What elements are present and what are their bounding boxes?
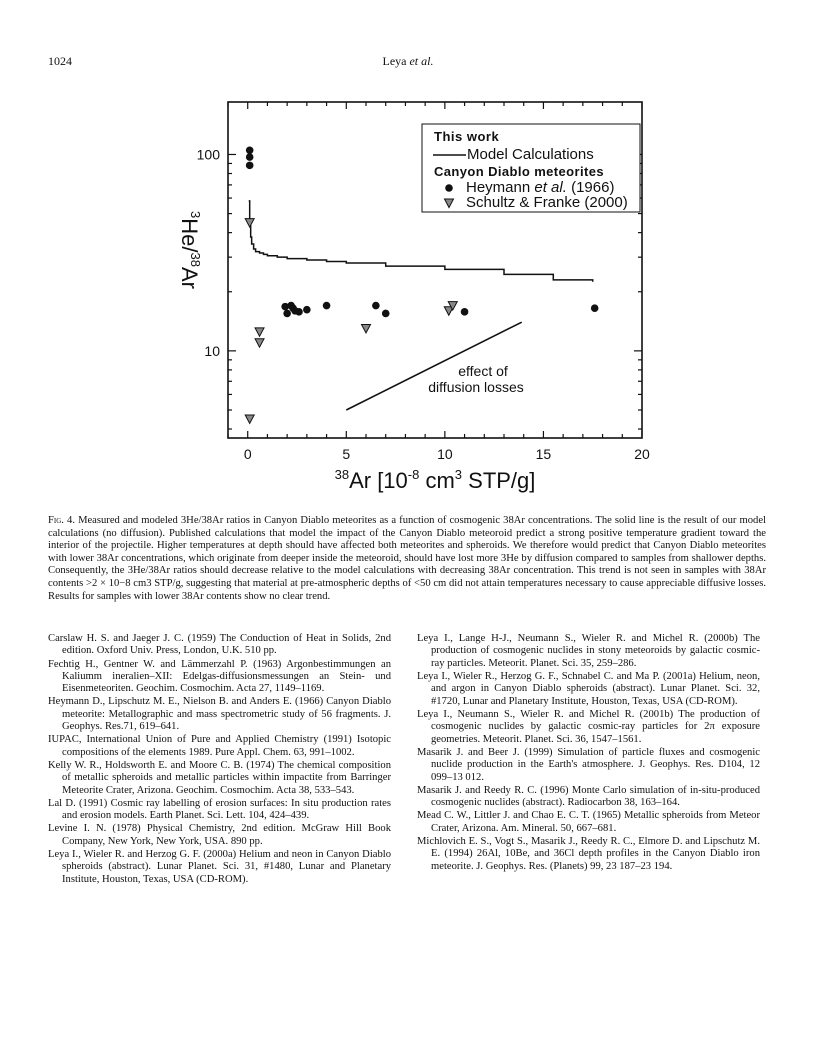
model-calculation-line: [249, 201, 593, 282]
reference-item: Carslaw H. S. and Jaeger J. C. (1959) The Conduction of Heat in Solids, 2nd edition. Oxford Univ. Press, London, U.K. 510 pp.: [48, 633, 391, 657]
heymann-data-point: [591, 304, 599, 312]
reference-item: Leya I., Wieler R., Herzog G. F., Schnabel C. and Ma P. (2001a) Helium, neon, and argon in Canyon Diablo spheroids (abstract). Lunar Planet. Sci. 32, #1720, Lunar and Planetary Institute, Houston, Texas, USA (CD-ROM).: [417, 670, 760, 707]
reference-item: Kelly W. R., Holdsworth E. and Moore C. B. (1974) The chemical composition of metallic spheroids and metallic particles within impactite from Barringer Meteorite Crater, Arizona. Geochim. Cosmochim. Acta 38, 533–543.: [48, 759, 391, 796]
heymann-data-point: [382, 310, 390, 318]
x-tick-label: 0: [243, 446, 252, 462]
caption-label: Fig. 4.: [48, 515, 75, 526]
schultz-franke-data-point: [255, 328, 264, 337]
references-left-column: [48, 633, 391, 887]
running-title: Leya et al.: [382, 54, 434, 68]
reference-item: Mead C. W., Littler J. and Chao E. C. T. (1965) Metallic spheroids from Meteor Crater, Arizona. Am. Mineral. 50, 667–681.: [417, 810, 760, 834]
heymann-data-point: [246, 153, 254, 161]
schultz-franke-data-point: [245, 219, 254, 228]
annotation-text: effect of: [458, 363, 508, 379]
legend-header: This work: [434, 129, 500, 144]
legend-header: Canyon Diablo meteorites: [434, 164, 604, 179]
annotation-text: diffusion losses: [428, 379, 524, 395]
reference-item: Fechtig H., Gentner W. and Lämmerzahl P. (1963) Argonbestimmungen an Kaliumm ineralien–XII: Edelgas-diffusionsmessungen an Stein- und Eisenmeteoriten. Geochim. Cosmochim. Acta 27, 1149–1169.: [48, 658, 391, 695]
x-tick-label: 20: [634, 446, 650, 462]
heymann-data-point: [246, 147, 254, 155]
reference-item: Levine I. N. (1978) Physical Chemistry, 2nd edition. McGraw Hill Book Company, New York, New York, USA. 890 pp.: [48, 823, 391, 847]
reference-item: Lal D. (1991) Cosmic ray labelling of erosion surfaces: In situ production rates and erosion models. Earth Planet. Sci. Lett. 104, 424–439.: [48, 797, 391, 822]
heymann-data-point: [246, 162, 254, 170]
heymann-data-point: [461, 308, 469, 316]
reference-item: Heymann D., Lipschutz M. E., Nielson B. and Anders E. (1966) Canyon Diablo meteorite: Metallographic and mass spectrometric study of 56 fragments. J. Geophys. Res.71, 619–641.: [48, 696, 391, 733]
x-axis-label: $^{38}$Ar [$10^{-8}$ $cm^3$ STP/g]: [334, 467, 536, 493]
y-axis-label: $^3$He/$^{38}$Ar: [177, 211, 203, 289]
reference-item: Leya I., Neumann S., Wieler R. and Michel R. (2001b) The production of cosmogenic nuclides by galactic cosmic-ray particles for 2π exposure geometries. Meteorit. Planet. Sci. 36, 1547–1561.: [417, 708, 760, 745]
reference-item: Michlovich E. S., Vogt S., Masarik J., Reedy R. C., Elmore D. and Lipschutz M. E. (1994) 26Al, 10Be, and 36Cl depth profiles in the Canyon Diablo iron meteorite. J. Geophys. Res. (Planets) 99, 23 187–23 194.: [417, 835, 760, 872]
y-tick-label: 100: [196, 146, 220, 163]
x-tick-label: 10: [437, 446, 453, 462]
legend-label: Model Calculations: [467, 146, 594, 163]
legend-label: Schultz & Franke (2000): [466, 194, 628, 211]
heymann-data-point: [295, 308, 303, 316]
reference-item: Masarik J. and Beer J. (1999) Simulation of particle fluxes and cosmogenic nuclide production in the Earth's atmosphere. J. Geophys. Res. D104, 12 099–13 012.: [417, 746, 760, 783]
heymann-data-point: [372, 302, 380, 310]
schultz-franke-data-point: [255, 339, 264, 348]
schultz-franke-data-point: [362, 324, 371, 333]
y-tick-label: 10: [204, 342, 220, 359]
figure-caption: [48, 515, 766, 603]
legend-label: Heymann et al. (1966): [466, 179, 615, 196]
legend-circle-swatch: [445, 184, 453, 192]
reference-item: Leya I., Wieler R. and Herzog G. F. (2000a) Helium and neon in Canyon Diablo spheroids (abstract). Lunar Planet. Sci. 31, #1480, Lunar and Planetary Institute, Houston, Texas, USA (CD-ROM).: [48, 848, 391, 885]
page-number: 1024: [48, 54, 72, 68]
heymann-data-point: [283, 310, 291, 318]
figure-4-chart: [0, 0, 816, 500]
reference-item: IUPAC, International Union of Pure and Applied Chemistry (1991) Isotopic compositions of the elements 1989. Pure Appl. Chem. 63, 991–1002.: [48, 734, 391, 758]
heymann-data-point: [323, 302, 331, 310]
schultz-franke-data-point: [245, 415, 254, 424]
reference-item: Leya I., Lange H-J., Neumann S., Wieler R. and Michel R. (2000b) The production of cosmogenic nuclides in stony meteoroids by galactic cosmic-ray particles. Meteorit. Planet. Sci. 35, 259–286.: [417, 633, 760, 669]
x-tick-label: 15: [535, 446, 552, 462]
reference-item: Masarik J. and Reedy R. C. (1996) Monte Carlo simulation of in-situ-produced cosmogenic nuclides (abstract). Radiocarbon 38, 163–164.: [417, 784, 760, 809]
x-tick-label: 5: [342, 446, 351, 462]
heymann-data-point: [303, 306, 311, 314]
references-right-column: [417, 633, 760, 874]
caption-text: Measured and modeled 3He/38Ar ratios in Canyon Diablo meteorites as a function of cosmogenic 38Ar concentrations. The solid line is the result of our model calculations (no diffusion). Published calculations that model the impact of the Canyon Diablo meteoroid predict a strong positive temperature gradient toward the interior of the projectile. Higher temperatures at depth should have affected both meteorites and spheroids. We therefore would predict that Canyon Diablo meteorites with lower 38Ar concentrations, which originate from deeper inside the meteoroid, should have lost more 3He by diffusion compared to samples from shallower depths. Consequently, the 3He/38Ar ratios should decrease relative to the model calculations with decreasing 38Ar concentration. This trend is not seen in samples with 38Ar contents >2 × 10−8 cm3 STP/g, suggesting that material at pre-atmospheric depths of <50 cm did not attain temperatures necessary to cause appreciable diffusive losses. Results for samples with lower 38Ar contents show no clear trend.: [48, 515, 766, 602]
